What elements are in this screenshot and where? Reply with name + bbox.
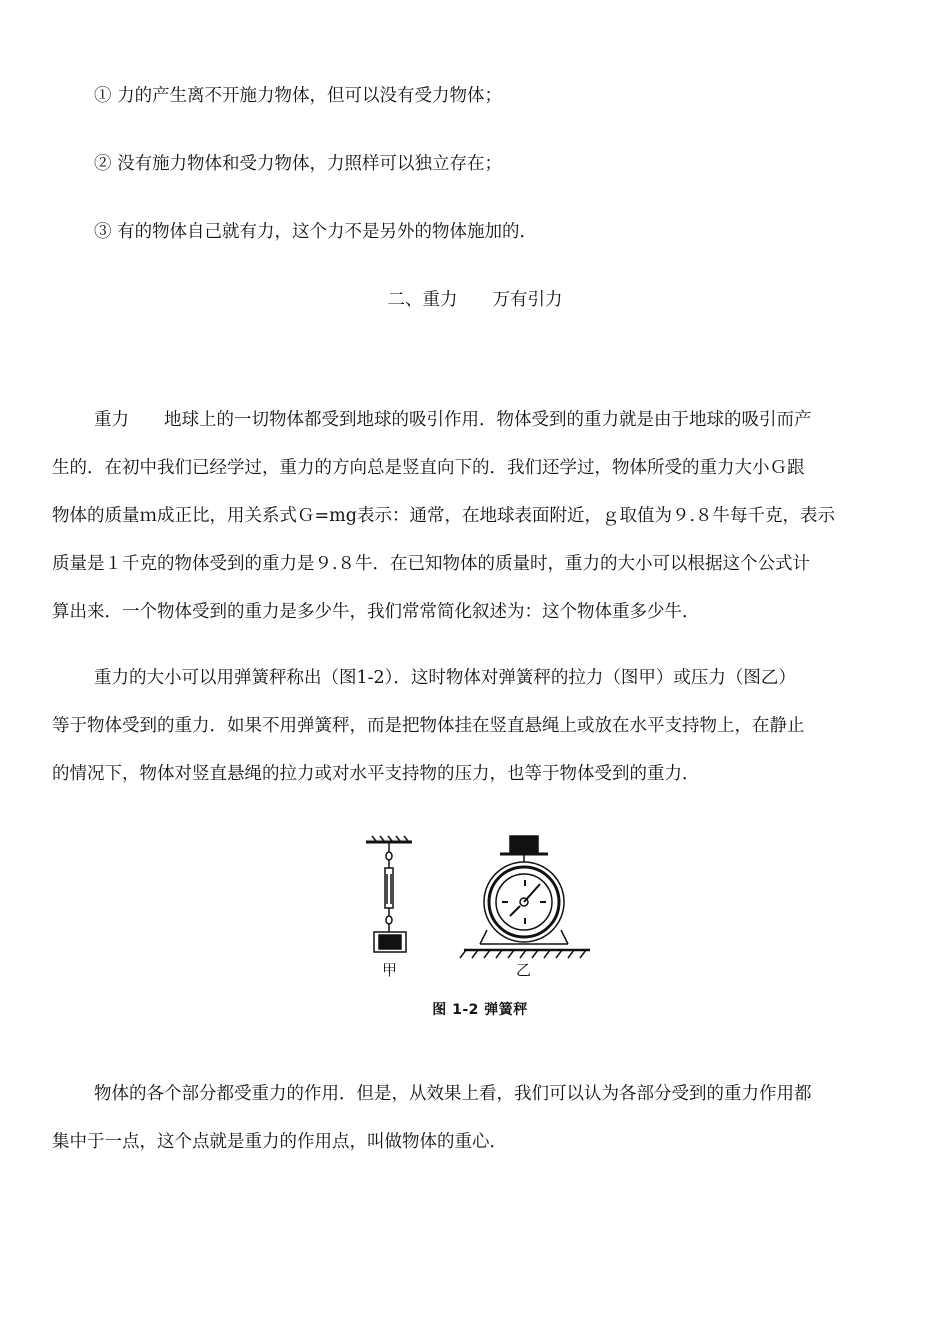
paragraph-3-line-1: 物体的各个部分都受重力的作用．但是，从效果上看，我们可以认为各部分受到的重力作用都 bbox=[94, 1084, 812, 1104]
paragraph-1-line-1: 重力 地球上的一切物体都受到地球的吸引作用．物体受到的重力就是由于地球的吸引而产 bbox=[94, 410, 812, 430]
paragraph-1-line-5: 算出来．一个物体受到的重力是多少牛，我们常常简化叙述为：这个物体重多少牛． bbox=[52, 602, 700, 622]
paragraph-1-line-4: 质量是１千克的物体受到的重力是９.８牛．在已知物体的质量时，重力的大小可以根据这个公式计 bbox=[52, 554, 811, 574]
spring-scale-illustration bbox=[360, 832, 600, 1024]
list-item-3: ③ 有的物体自己就有力，这个力不是另外的物体施加的． bbox=[94, 222, 538, 242]
paragraph-2-line-1: 重力的大小可以用弹簧秤称出（图1-2）．这时物体对弹簧秤的拉力（图甲）或压力（图乙） bbox=[94, 668, 796, 688]
list-item-1: ① 力的产生离不开施力物体，但可以没有受力物体； bbox=[94, 86, 503, 106]
figure-caption: 图 1-2 弹簧秤 bbox=[432, 1002, 528, 1018]
list-item-2: ② 没有施力物体和受力物体，力照样可以独立存在； bbox=[94, 154, 503, 174]
label-jia: 甲 bbox=[382, 961, 398, 979]
paragraph-2-line-3: 的情况下，物体对竖直悬绳的拉力或对水平支持物的压力，也等于物体受到的重力． bbox=[52, 764, 700, 784]
figure-spring-scale bbox=[360, 832, 600, 1024]
label-yi: 乙 bbox=[516, 961, 532, 979]
paragraph-3-line-2: 集中于一点，这个点就是重力的作用点，叫做物体的重心． bbox=[52, 1132, 507, 1152]
paragraph-2-line-2: 等于物体受到的重力．如果不用弹簧秤，而是把物体挂在竖直悬绳上或放在水平支持物上，在静止 bbox=[52, 716, 805, 736]
section-title: 二、重力 万有引力 bbox=[387, 290, 563, 310]
paragraph-1-line-2: 生的．在初中我们已经学过，重力的方向总是竖直向下的．我们还学过，物体所受的重力大小Ｇ跟 bbox=[52, 458, 805, 478]
paragraph-1-line-3: 物体的质量ｍ成正比，用关系式Ｇ=mg表示：通常，在地球表面附近，ｇ取值为９.８牛每千克，表示 bbox=[52, 506, 836, 526]
